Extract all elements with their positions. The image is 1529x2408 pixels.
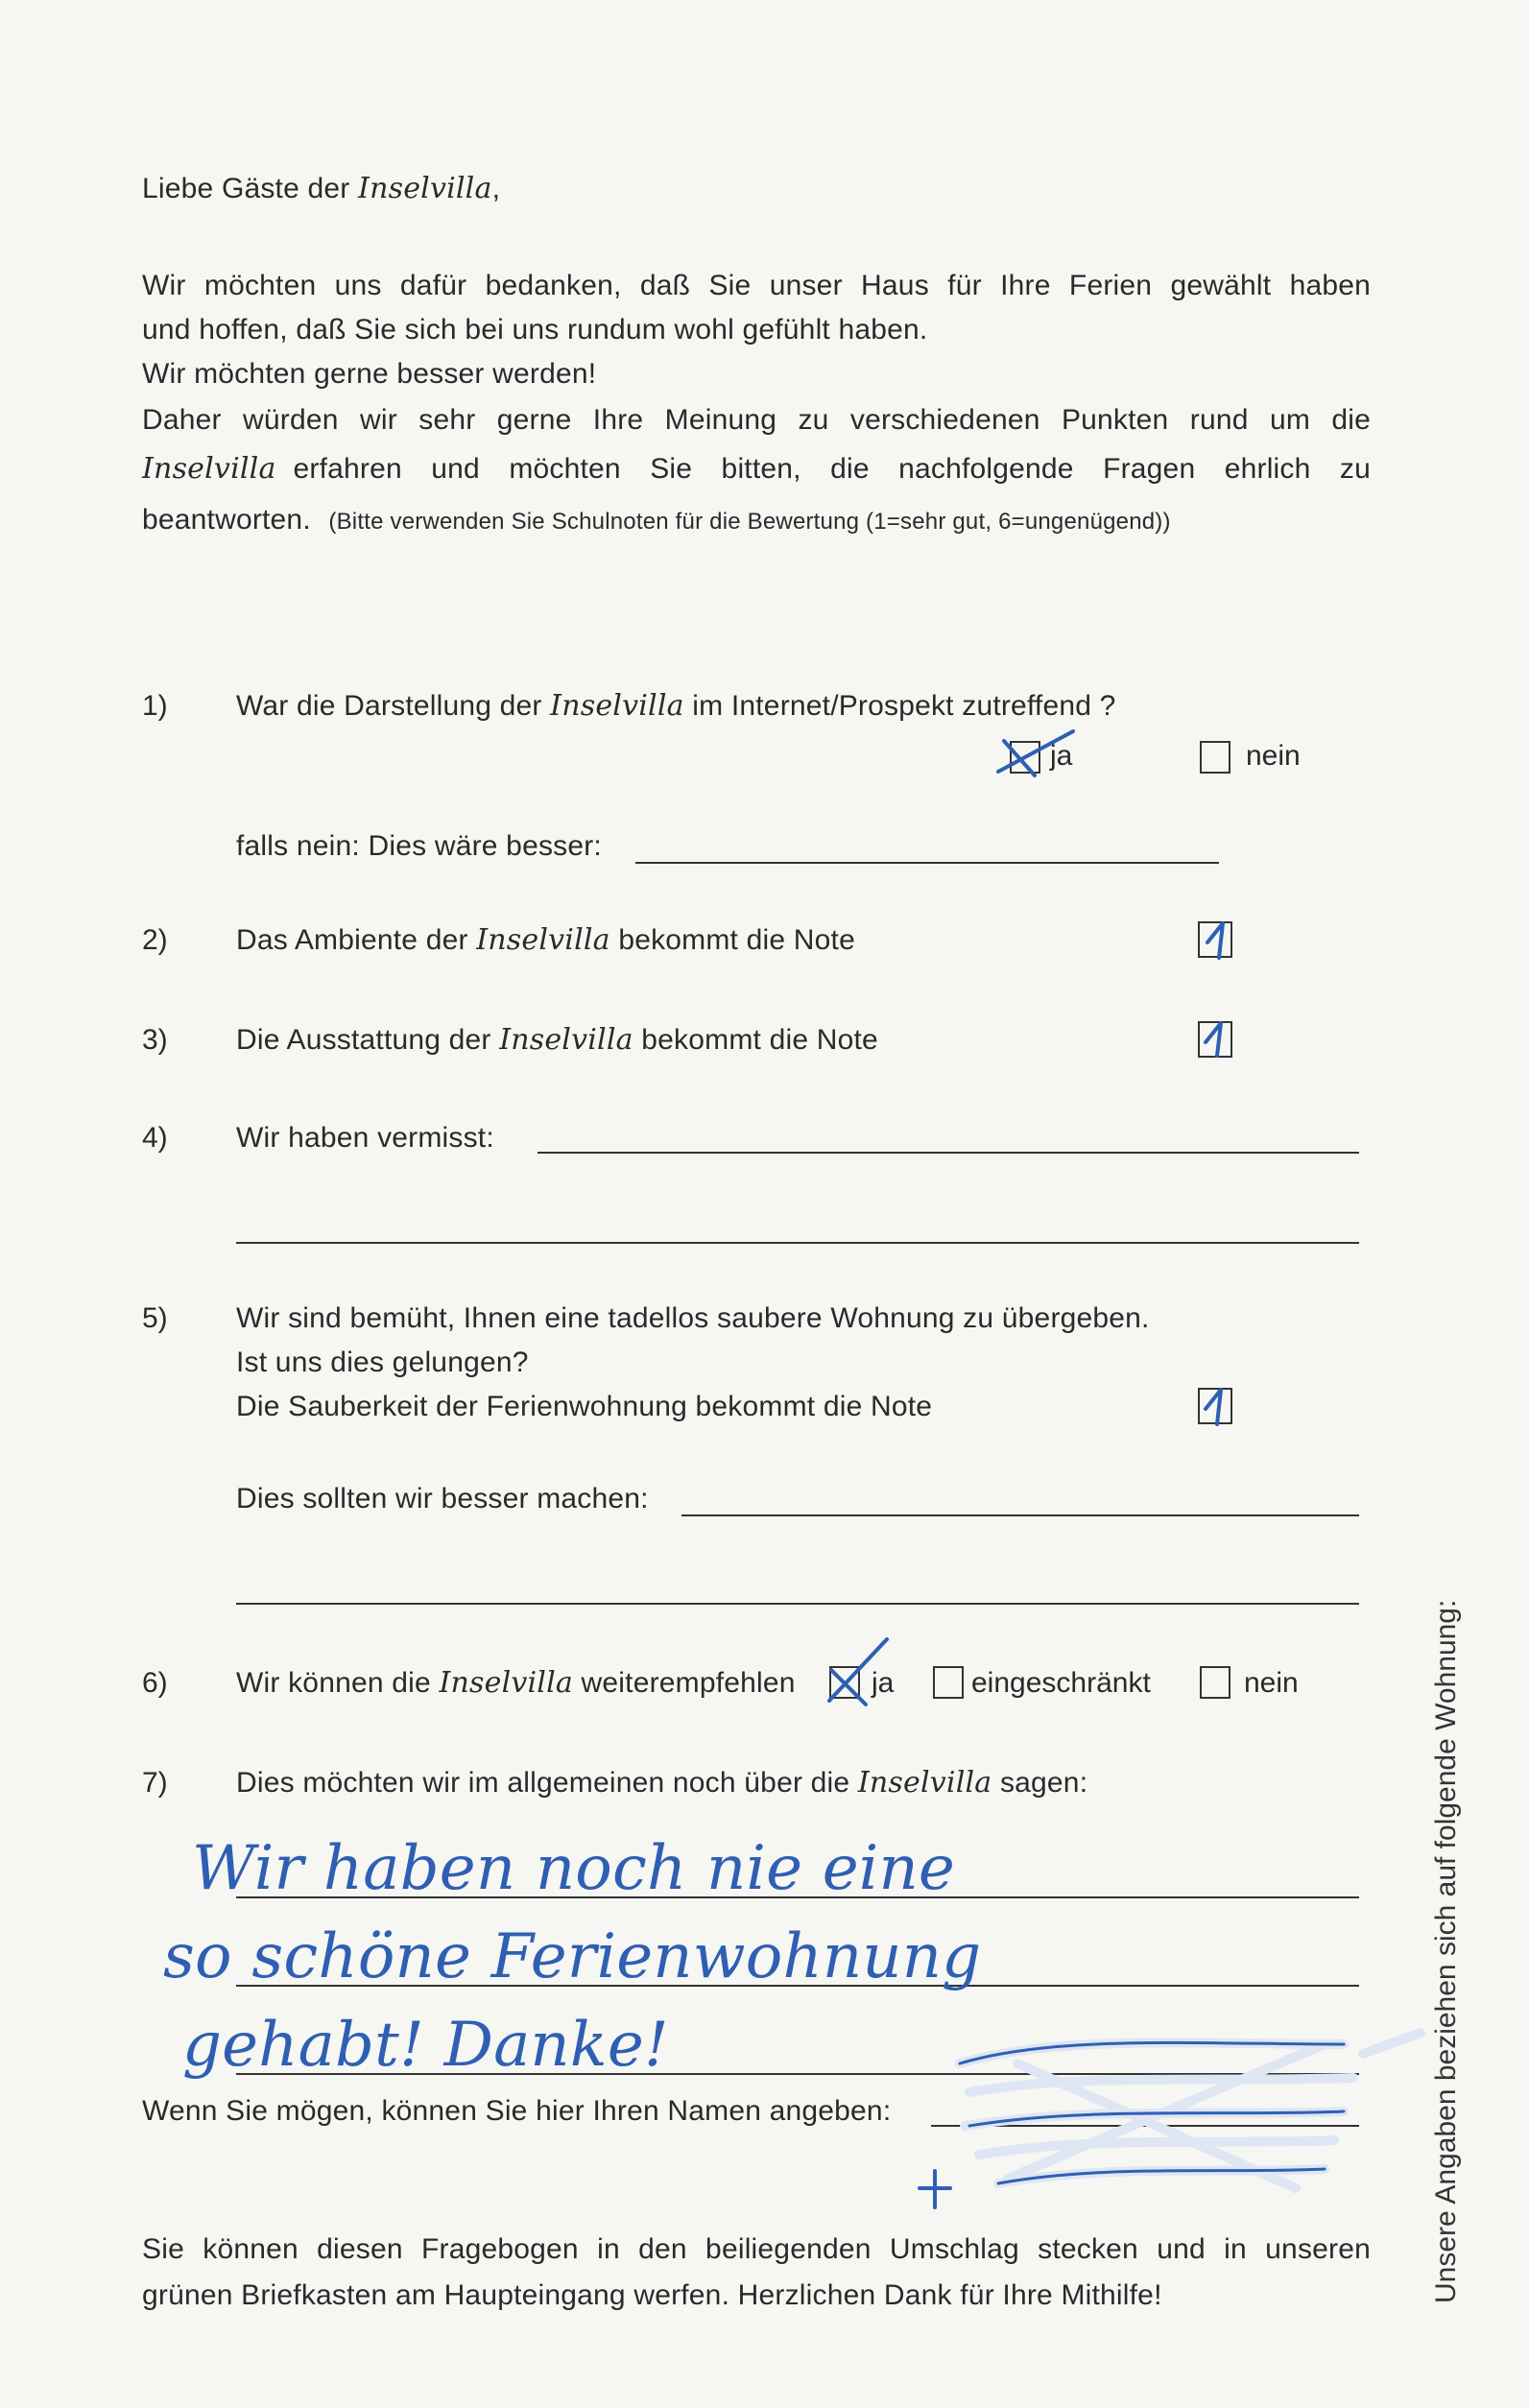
q6-number: 6): [142, 1667, 168, 1699]
q1-followup-label: falls nein: Dies wäre besser:: [236, 830, 602, 862]
q3-text-post: bekommt die Note: [641, 1024, 878, 1056]
q1-text-pre: War die Darstellung der: [236, 690, 542, 722]
q1-yes-label: ja: [1050, 740, 1073, 772]
q3-text-pre: Die Ausstattung der: [236, 1024, 491, 1056]
q4-number: 4): [142, 1122, 168, 1154]
q1-text-post: im Internet/Prospekt zutreffend ?: [692, 690, 1116, 722]
apartment-side-note: Unsere Angaben beziehen sich auf folgende Wohnung:: [1430, 1599, 1462, 2303]
brand-name: Inselvilla: [857, 1766, 992, 1800]
q7-handwritten-line-1: Wir haben noch nie eine: [192, 1833, 955, 1904]
closing-line-1: Sie können diesen Fragebogen in den beiliegenden Umschlag stecken und in unseren: [142, 2233, 1371, 2265]
q2-text-pre: Das Ambiente der: [236, 924, 468, 956]
q2-text-post: bekommt die Note: [618, 924, 855, 956]
q3-grade-mark: [1206, 1023, 1221, 1056]
q5-line-1: Wir sind bemüht, Ihnen eine tadellos saubere Wohnung zu übergeben.: [236, 1302, 1150, 1334]
greeting-comma: ,: [491, 173, 501, 204]
q6-limited-label: eingeschränkt: [971, 1667, 1151, 1699]
closing-line-2: grünen Briefkasten am Haupteingang werfen. Herzlichen Dank für Ihre Mithilfe!: [142, 2279, 1162, 2311]
brand-name: Inselvilla: [476, 923, 610, 957]
q5-line-2: Ist uns dies gelungen?: [236, 1347, 529, 1378]
q5-grade-mark: [1206, 1390, 1221, 1424]
intro-line-2: und hoffen, daß Sie sich bei uns rundum wohl gefühlt haben.: [142, 314, 928, 346]
q6-yes-label: ja: [872, 1667, 895, 1699]
grading-note: (Bitte verwenden Sie Schulnoten für die Bewertung (1=sehr gut, 6=ungenügend)): [328, 509, 1171, 535]
brand-name: Inselvilla: [358, 172, 492, 205]
q1-no-label: nein: [1246, 740, 1301, 772]
q3-number: 3): [142, 1024, 168, 1056]
q7-text-pre: Dies möchten wir im allgemeinen noch über die: [236, 1767, 850, 1799]
q7-handwritten-line-3: gehabt! Danke!: [182, 2010, 669, 2081]
q7-number: 7): [142, 1767, 168, 1799]
name-prompt: Wenn Sie mögen, können Sie hier Ihren Namen angeben:: [142, 2095, 892, 2127]
q2-number: 2): [142, 924, 168, 956]
q6-text-pre: Wir können die: [236, 1667, 431, 1699]
q2-grade-mark: [1207, 923, 1223, 958]
q6-text-post: weiterempfehlen: [581, 1667, 796, 1699]
q5-followup-label: Dies sollten wir besser machen:: [236, 1483, 649, 1514]
q5-number: 5): [142, 1302, 168, 1334]
q4-label: Wir haben vermisst:: [236, 1122, 494, 1154]
q6-no-label: nein: [1244, 1667, 1299, 1699]
q5-line-3: Die Sauberkeit der Ferienwohnung bekommt die Note: [236, 1391, 933, 1422]
q7-handwritten-line-2: so schöne Ferienwohnung: [163, 1921, 982, 1992]
brand-name: Inselvilla: [439, 1666, 573, 1700]
brand-name: Inselvilla: [142, 452, 276, 486]
q1-yes-check-mark: [998, 731, 1073, 775]
intro-line-6-text: beantworten.: [142, 504, 311, 536]
name-plus-mark: [920, 2171, 950, 2207]
brand-name: Inselvilla: [550, 689, 684, 723]
intro-line-5-text: erfahren und möchten Sie bitten, die nachfolgende Fragen ehrlich zu: [293, 453, 1371, 485]
intro-line-1: Wir möchten uns dafür bedanken, daß Sie unser Haus für Ihre Ferien gewählt haben: [142, 270, 1371, 301]
intro-line-4: Daher würden wir sehr gerne Ihre Meinung zu verschiedenen Punkten rund um die: [142, 404, 1371, 436]
brand-name: Inselvilla: [499, 1023, 633, 1057]
name-redaction-scribble: [960, 2033, 1421, 2188]
q7-text-post: sagen:: [999, 1767, 1088, 1799]
greeting-salutation: Liebe Gäste der: [142, 173, 350, 204]
q1-number: 1): [142, 690, 168, 722]
q6-yes-check-mark: [829, 1639, 887, 1705]
intro-line-3: Wir möchten gerne besser werden!: [142, 358, 597, 390]
